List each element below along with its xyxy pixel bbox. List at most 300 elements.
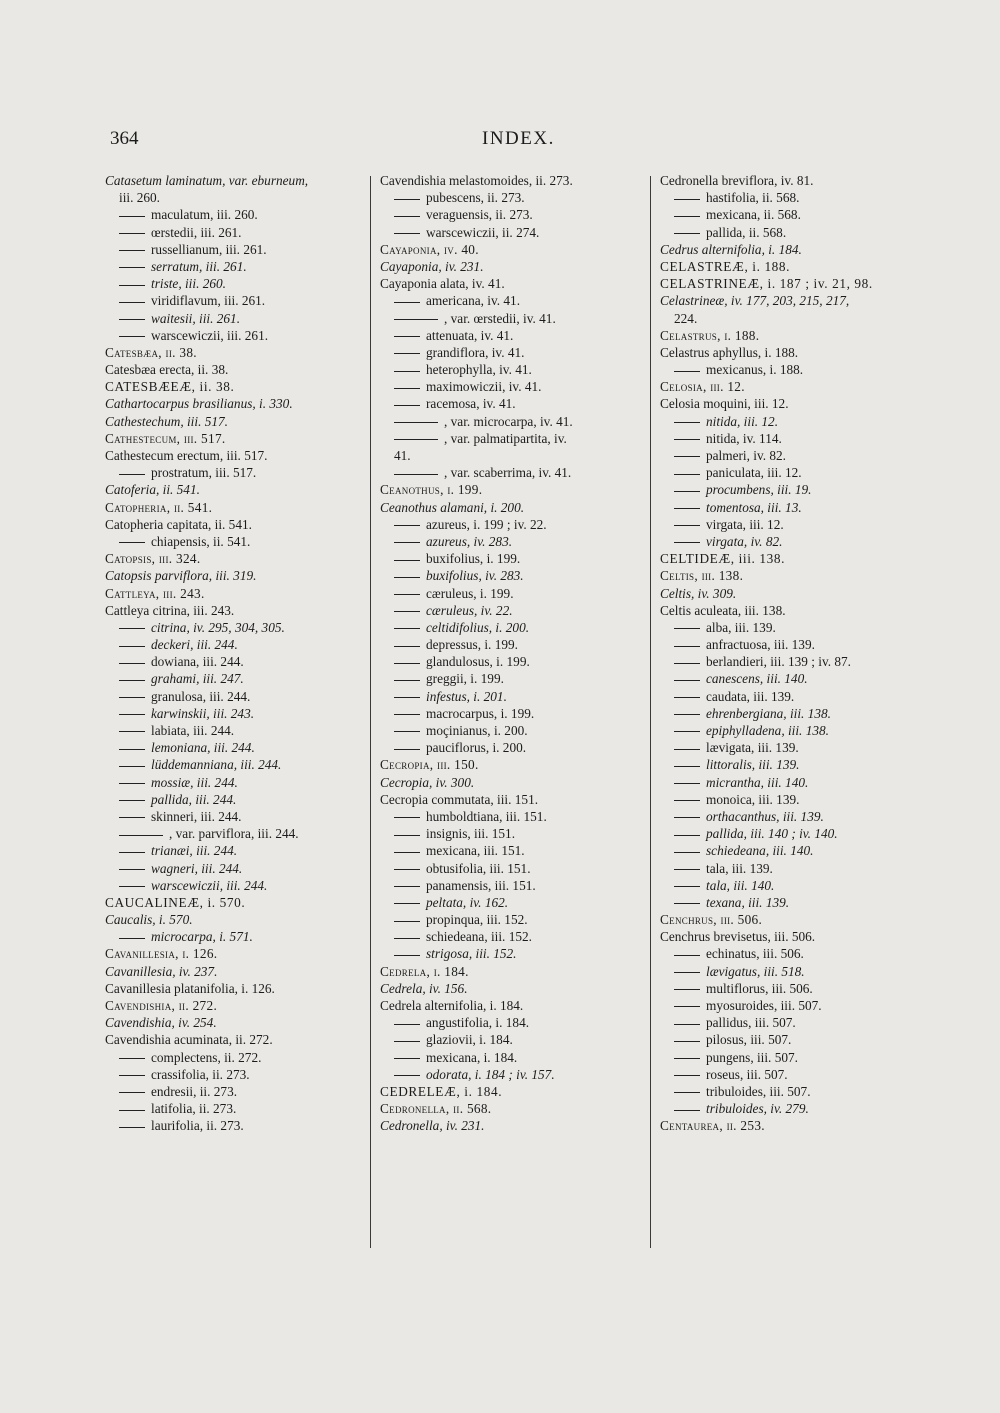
index-entry-text: mexicana, iii. 151. — [426, 843, 525, 859]
index-entry-text: nitida, iii. 12. — [706, 413, 779, 429]
ditto-dash — [394, 817, 420, 818]
index-entry — [660, 1066, 910, 1083]
index-entry-text: dowiana, iii. 244. — [151, 654, 244, 670]
index-entry-text: Cavendishia melastomoides, ii. 273. — [380, 173, 573, 188]
ditto-dash — [394, 697, 420, 698]
index-entry — [105, 619, 360, 636]
index-entry — [660, 791, 910, 808]
index-entry — [380, 1117, 642, 1134]
ditto-dash — [394, 1041, 420, 1042]
index-entry-text: CATESBÆEÆ, ii. 38. — [105, 379, 235, 395]
index-entry — [380, 928, 642, 945]
index-entry-text: americana, iv. 41. — [426, 293, 521, 309]
index-entry-text: heterophylla, iv. 41. — [426, 362, 532, 378]
index-entry — [660, 206, 910, 223]
index-entry-text: tala, iii. 139. — [706, 860, 773, 876]
index-entry — [380, 1014, 642, 1031]
index-entry — [380, 1100, 642, 1117]
index-entry-text: Cavendishia, ii. 272. — [105, 998, 218, 1013]
ditto-dash — [119, 766, 145, 767]
ditto-dash — [119, 663, 145, 664]
ditto-dash — [674, 508, 700, 509]
index-entry — [105, 189, 360, 206]
index-entry-text: chiapensis, ii. 541. — [151, 533, 251, 549]
index-entry — [380, 206, 642, 223]
index-entry-text: Cedrela, i. 184. — [380, 963, 469, 979]
index-entry — [105, 567, 360, 584]
index-entry-text: obtusifolia, iii. 151. — [426, 860, 531, 876]
ditto-dash — [394, 336, 420, 337]
index-entry — [660, 447, 910, 464]
index-entry-text: warscewiczii, iii. 261. — [151, 327, 269, 343]
index-entry — [380, 1031, 642, 1048]
index-entry-text: warscewiczii, ii. 274. — [426, 224, 540, 240]
index-entry-text: Celtis, iv. 309. — [660, 585, 737, 601]
index-entry — [660, 670, 910, 687]
index-entry-text: Cavanillesia, i. 126. — [105, 946, 218, 962]
index-entry-text: Cavendishia, iv. 254. — [105, 1015, 217, 1031]
index-entry — [660, 705, 910, 722]
ditto-dash — [394, 903, 420, 904]
index-entry-text: ehrenbergiana, iii. 138. — [706, 705, 831, 721]
index-entry-text: deckeri, iii. 244. — [151, 637, 238, 653]
index-entry-text: lemoniana, iii. 244. — [151, 740, 255, 756]
index-entry-text: CELTIDEÆ, iii. 138. — [660, 551, 786, 567]
index-entry-text: tala, iii. 140. — [706, 877, 775, 893]
index-entry — [660, 894, 910, 911]
ditto-dash — [674, 1110, 700, 1111]
index-entry — [660, 945, 910, 962]
index-entry-text: pallidus, iii. 507. — [706, 1015, 796, 1031]
ditto-dash — [394, 577, 420, 578]
index-entry-text: insignis, iii. 151. — [426, 826, 516, 842]
index-entry — [380, 327, 642, 344]
index-entry-text: iii. 260. — [119, 190, 161, 206]
index-entry — [660, 808, 910, 825]
index-entry — [380, 825, 642, 842]
index-entry-text: Cedrela alternifolia, i. 184. — [380, 998, 524, 1013]
column-rule — [370, 176, 371, 1248]
index-entry — [380, 670, 642, 687]
index-entry — [380, 275, 642, 292]
index-entry — [105, 894, 360, 911]
index-column-1 — [105, 172, 360, 1135]
index-entry-text: texana, iii. 139. — [706, 894, 790, 910]
index-entry-text: Celosia, iii. 12. — [660, 379, 745, 395]
index-entry — [660, 550, 910, 567]
index-entry-text: tribuloides, iv. 279. — [706, 1101, 809, 1117]
index-entry-text: skinneri, iii. 244. — [151, 808, 242, 824]
index-entry-text: trianæi, iii. 244. — [151, 843, 238, 859]
ditto-dash — [394, 611, 420, 612]
ditto-dash — [119, 628, 145, 629]
index-entry-text: Cayaponia, iv. 40. — [380, 241, 479, 257]
index-entry-text: CAUCALINEÆ, i. 570. — [105, 894, 246, 910]
ditto-dash — [394, 938, 420, 939]
ditto-dash — [119, 852, 145, 853]
index-entry-text: macrocarpus, i. 199. — [426, 705, 535, 721]
ditto-dash — [674, 955, 700, 956]
index-entry — [660, 481, 910, 498]
index-entry-text: pallida, ii. 568. — [706, 224, 787, 240]
page-number: 364 — [110, 128, 139, 149]
ditto-dash — [674, 800, 700, 801]
index-entry — [105, 292, 360, 309]
ditto-dash — [394, 199, 420, 200]
index-entry — [105, 172, 360, 189]
index-entry — [105, 636, 360, 653]
index-entry-text: Catoferia, ii. 541. — [105, 482, 200, 498]
ditto-dash — [674, 525, 700, 526]
index-entry — [380, 258, 642, 275]
index-entry — [380, 945, 642, 962]
index-entry — [380, 619, 642, 636]
ditto-dash — [394, 731, 420, 732]
index-entry-text: canescens, iii. 140. — [706, 671, 808, 687]
index-entry — [105, 688, 360, 705]
index-entry — [380, 172, 642, 189]
ditto-dash — [394, 319, 438, 320]
index-entry — [380, 361, 642, 378]
index-entry — [660, 585, 910, 602]
index-entry — [380, 550, 642, 567]
index-entry-text: schiedeana, iii. 152. — [426, 929, 532, 945]
index-entry-text: celtidifolius, i. 200. — [426, 619, 530, 635]
index-entry — [105, 413, 360, 430]
ditto-dash — [674, 542, 700, 543]
index-entry-text: maculatum, iii. 260. — [151, 207, 258, 223]
index-entry-text: 41. — [394, 448, 411, 463]
index-entry — [660, 327, 910, 344]
index-entry — [105, 808, 360, 825]
index-entry — [660, 842, 910, 859]
ditto-dash — [674, 233, 700, 234]
index-entry — [105, 602, 360, 619]
index-entry — [380, 344, 642, 361]
ditto-dash — [394, 422, 438, 423]
index-entry-text: berlandieri, iii. 139 ; iv. 87. — [706, 654, 852, 670]
index-entry-text: littoralis, iii. 139. — [706, 757, 800, 773]
index-entry — [660, 567, 910, 584]
index-entry — [660, 688, 910, 705]
index-entry — [660, 963, 910, 980]
ditto-dash — [394, 560, 420, 561]
column-rule — [650, 176, 651, 1248]
ditto-dash — [674, 1041, 700, 1042]
index-entry-text: Celastrineæ, iv. 177, 203, 215, 217, — [660, 293, 850, 309]
ditto-dash — [394, 1075, 420, 1076]
index-entry-text: greggii, i. 199. — [426, 671, 504, 687]
ditto-dash — [119, 697, 145, 698]
index-entry-text: alba, iii. 139. — [706, 619, 776, 635]
index-entry — [380, 447, 642, 464]
index-entry-text: azureus, iv. 283. — [426, 533, 513, 549]
ditto-dash — [394, 542, 420, 543]
index-entry — [380, 378, 642, 395]
index-entry-text: anfractuosa, iii. 139. — [706, 637, 815, 653]
index-entry — [105, 1117, 360, 1134]
ditto-dash — [394, 1024, 420, 1025]
index-entry-text: roseus, iii. 507. — [706, 1066, 788, 1082]
index-column-3 — [660, 172, 910, 1135]
index-entry-text: pubescens, ii. 273. — [426, 190, 525, 206]
index-entry — [380, 636, 642, 653]
index-entry — [660, 241, 910, 258]
ditto-dash — [394, 869, 420, 870]
index-entry-text: crassifolia, ii. 273. — [151, 1066, 250, 1082]
index-entry-text: mossiæ, iii. 244. — [151, 774, 238, 790]
index-entry-text: glandulosus, i. 199. — [426, 654, 530, 670]
ditto-dash — [394, 525, 420, 526]
ditto-dash — [119, 886, 145, 887]
ditto-dash — [119, 749, 145, 750]
index-entry — [380, 705, 642, 722]
index-entry-text: Cavendishia acuminata, ii. 272. — [105, 1032, 273, 1048]
index-entry-text: CELASTREÆ, i. 188. — [660, 258, 791, 274]
index-entry-text: , var. palmatipartita, iv. — [444, 430, 567, 446]
index-entry — [105, 1100, 360, 1117]
index-entry-text: karwinskii, iii. 243. — [151, 705, 255, 721]
index-entry — [380, 756, 642, 773]
ditto-dash — [674, 371, 700, 372]
index-entry-text: virgata, iii. 12. — [706, 516, 784, 532]
index-entry — [660, 980, 910, 997]
index-entry — [105, 774, 360, 791]
index-entry-text: mexicana, i. 184. — [426, 1049, 518, 1065]
index-entry — [105, 911, 360, 928]
index-entry — [105, 395, 360, 412]
index-entry — [105, 756, 360, 773]
index-entry-text: buxifolius, iv. 283. — [426, 568, 524, 584]
index-entry-text: caudata, iii. 139. — [706, 688, 795, 704]
index-entry — [105, 825, 360, 842]
index-entry-text: Cecropia commutata, iii. 151. — [380, 791, 539, 807]
index-entry-text: Catesbæa, ii. 38. — [105, 344, 197, 360]
index-entry — [660, 189, 910, 206]
index-entry-text: wagneri, iii. 244. — [151, 860, 243, 876]
index-entry — [105, 206, 360, 223]
index-entry-text: propinqua, iii. 152. — [426, 912, 528, 928]
index-entry — [380, 310, 642, 327]
ditto-dash — [394, 302, 420, 303]
ditto-dash — [119, 869, 145, 870]
ditto-dash — [119, 285, 145, 286]
index-entry — [105, 378, 360, 395]
ditto-dash — [674, 422, 700, 423]
ditto-dash — [119, 1058, 145, 1059]
index-entry-text: odorata, i. 184 ; iv. 157. — [426, 1066, 555, 1082]
ditto-dash — [394, 886, 420, 887]
index-entry — [380, 688, 642, 705]
ditto-dash — [674, 680, 700, 681]
index-entry — [105, 1049, 360, 1066]
index-entry-text: Catopheria, ii. 541. — [105, 499, 213, 515]
ditto-dash — [119, 646, 145, 647]
index-entry — [105, 516, 360, 533]
index-entry — [660, 774, 910, 791]
index-entry-text: Caucalis, i. 570. — [105, 912, 193, 928]
ditto-dash — [394, 388, 420, 389]
ditto-dash — [394, 955, 420, 956]
index-entry — [380, 602, 642, 619]
index-entry — [660, 292, 910, 309]
index-entry — [380, 1066, 642, 1083]
index-entry-text: pilosus, iii. 507. — [706, 1032, 792, 1048]
index-entry — [380, 791, 642, 808]
index-entry-text: Celtis, iii. 138. — [660, 568, 744, 584]
index-entry-text: monoica, iii. 139. — [706, 791, 800, 807]
ditto-dash — [674, 852, 700, 853]
index-entry — [105, 653, 360, 670]
index-entry-text: Catopsis, iii. 324. — [105, 551, 201, 567]
index-entry — [380, 774, 642, 791]
index-entry-text: , var. microcarpa, iv. 41. — [444, 413, 573, 429]
index-entry — [380, 585, 642, 602]
index-entry-text: Centaurea, ii. 253. — [660, 1118, 765, 1134]
index-entry-text: lüddemanniana, iii. 244. — [151, 757, 282, 773]
ditto-dash — [119, 938, 145, 939]
index-entry — [105, 980, 360, 997]
index-entry-text: tribuloides, iii. 507. — [706, 1083, 811, 1099]
index-entry — [660, 430, 910, 447]
index-entry-text: Cattleya citrina, iii. 243. — [105, 602, 235, 618]
ditto-dash — [674, 835, 700, 836]
index-entry-text: Celastrus, i. 188. — [660, 327, 760, 343]
index-entry-text: Celosia moquini, iii. 12. — [660, 396, 789, 412]
index-entry-text: pallida, iii. 140 ; iv. 140. — [706, 826, 838, 842]
index-entry — [105, 877, 360, 894]
index-entry — [660, 361, 910, 378]
index-entry — [660, 499, 910, 516]
index-entry-text: Cavanillesia, iv. 237. — [105, 963, 218, 979]
index-entry — [105, 344, 360, 361]
index-entry-text: Cayaponia, iv. 231. — [380, 258, 484, 274]
index-entry-text: Cedronella breviflora, iv. 81. — [660, 173, 814, 188]
index-entry-text: lævigata, iii. 139. — [706, 740, 799, 756]
index-entry — [380, 653, 642, 670]
index-entry — [660, 602, 910, 619]
ditto-dash — [119, 783, 145, 784]
index-entry — [105, 447, 360, 464]
index-entry — [380, 808, 642, 825]
index-entry — [660, 860, 910, 877]
index-entry — [380, 1049, 642, 1066]
ditto-dash — [394, 921, 420, 922]
index-entry-text: cæruleus, iv. 22. — [426, 602, 513, 618]
index-entry — [660, 413, 910, 430]
index-entry — [380, 292, 642, 309]
index-entry-text: palmeri, iv. 82. — [706, 448, 787, 463]
page-title: INDEX. — [482, 128, 555, 149]
index-entry — [380, 395, 642, 412]
index-entry-text: procumbens, iii. 19. — [706, 482, 812, 498]
index-entry-text: viridiflavum, iii. 261. — [151, 293, 266, 309]
ditto-dash — [674, 456, 700, 457]
index-entry-text: Cenchrus brevisetus, iii. 506. — [660, 929, 816, 945]
ditto-dash — [394, 216, 420, 217]
index-entry — [660, 533, 910, 550]
page-header — [0, 128, 1000, 158]
index-entry-text: grahami, iii. 247. — [151, 671, 244, 687]
ditto-dash — [674, 474, 700, 475]
index-entry — [105, 327, 360, 344]
index-entry — [105, 1066, 360, 1083]
index-entry — [380, 722, 642, 739]
ditto-dash — [394, 646, 420, 647]
ditto-dash — [394, 680, 420, 681]
index-entry-text: complectens, ii. 272. — [151, 1049, 262, 1065]
index-entry — [105, 705, 360, 722]
index-entry-text: Catasetum laminatum, var. eburneum, — [105, 173, 309, 188]
index-entry — [660, 275, 910, 292]
index-entry — [105, 224, 360, 241]
index-entry-text: pauciflorus, i. 200. — [426, 740, 527, 756]
index-entry — [105, 791, 360, 808]
ditto-dash — [119, 1110, 145, 1111]
index-entry — [660, 722, 910, 739]
index-entry-text: serratum, iii. 261. — [151, 258, 247, 274]
ditto-dash — [119, 817, 145, 818]
index-entry-text: humboldtiana, iii. 151. — [426, 808, 547, 824]
index-entry-text: Cedrus alternifolia, i. 184. — [660, 241, 802, 257]
index-entry-text: Celastrus aphyllus, i. 188. — [660, 344, 799, 360]
index-entry-text: Ceanothus, i. 199. — [380, 482, 483, 498]
index-entry-text: granulosa, iii. 244. — [151, 688, 251, 704]
index-entry — [380, 481, 642, 498]
ditto-dash — [674, 869, 700, 870]
index-entry — [380, 189, 642, 206]
index-entry — [105, 842, 360, 859]
index-entry — [105, 464, 360, 481]
index-entry-text: cæruleus, i. 199. — [426, 585, 514, 601]
index-entry-text: russellianum, iii. 261. — [151, 241, 267, 257]
index-entry-text: Cathartocarpus brasilianus, i. 330. — [105, 396, 293, 412]
ditto-dash — [119, 267, 145, 268]
index-entry — [105, 945, 360, 962]
index-entry-text: multiflorus, iii. 506. — [706, 980, 813, 996]
index-entry — [660, 258, 910, 275]
index-entry — [380, 1083, 642, 1100]
index-entry-text: Cayaponia alata, iv. 41. — [380, 276, 505, 292]
index-entry-text: waitesii, iii. 261. — [151, 310, 241, 326]
index-entry — [380, 567, 642, 584]
index-entry — [660, 756, 910, 773]
index-entry — [105, 481, 360, 498]
ditto-dash — [119, 800, 145, 801]
index-entry-text: Cavanillesia platanifolia, i. 126. — [105, 980, 275, 996]
index-entry — [380, 516, 642, 533]
index-entry-text: buxifolius, i. 199. — [426, 551, 521, 567]
index-entry-text: CEDRELEÆ, i. 184. — [380, 1083, 503, 1099]
ditto-dash — [119, 542, 145, 543]
index-entry-text: peltata, iv. 162. — [426, 894, 509, 910]
ditto-dash — [674, 439, 700, 440]
index-entry-text: paniculata, iii. 12. — [706, 465, 802, 481]
ditto-dash — [394, 594, 420, 595]
index-entry-text: triste, iii. 260. — [151, 276, 226, 292]
index-entry-text: echinatus, iii. 506. — [706, 946, 804, 962]
ditto-dash — [119, 731, 145, 732]
index-entry — [660, 739, 910, 756]
index-entry — [660, 344, 910, 361]
index-entry-text: angustifolia, i. 184. — [426, 1015, 530, 1031]
ditto-dash — [674, 972, 700, 973]
index-entry — [380, 533, 642, 550]
index-entry-text: , var. parviflora, iii. 244. — [169, 826, 299, 842]
index-entry-text: Cedronella, ii. 568. — [380, 1101, 492, 1117]
index-entry — [380, 499, 642, 516]
ditto-dash — [394, 233, 420, 234]
